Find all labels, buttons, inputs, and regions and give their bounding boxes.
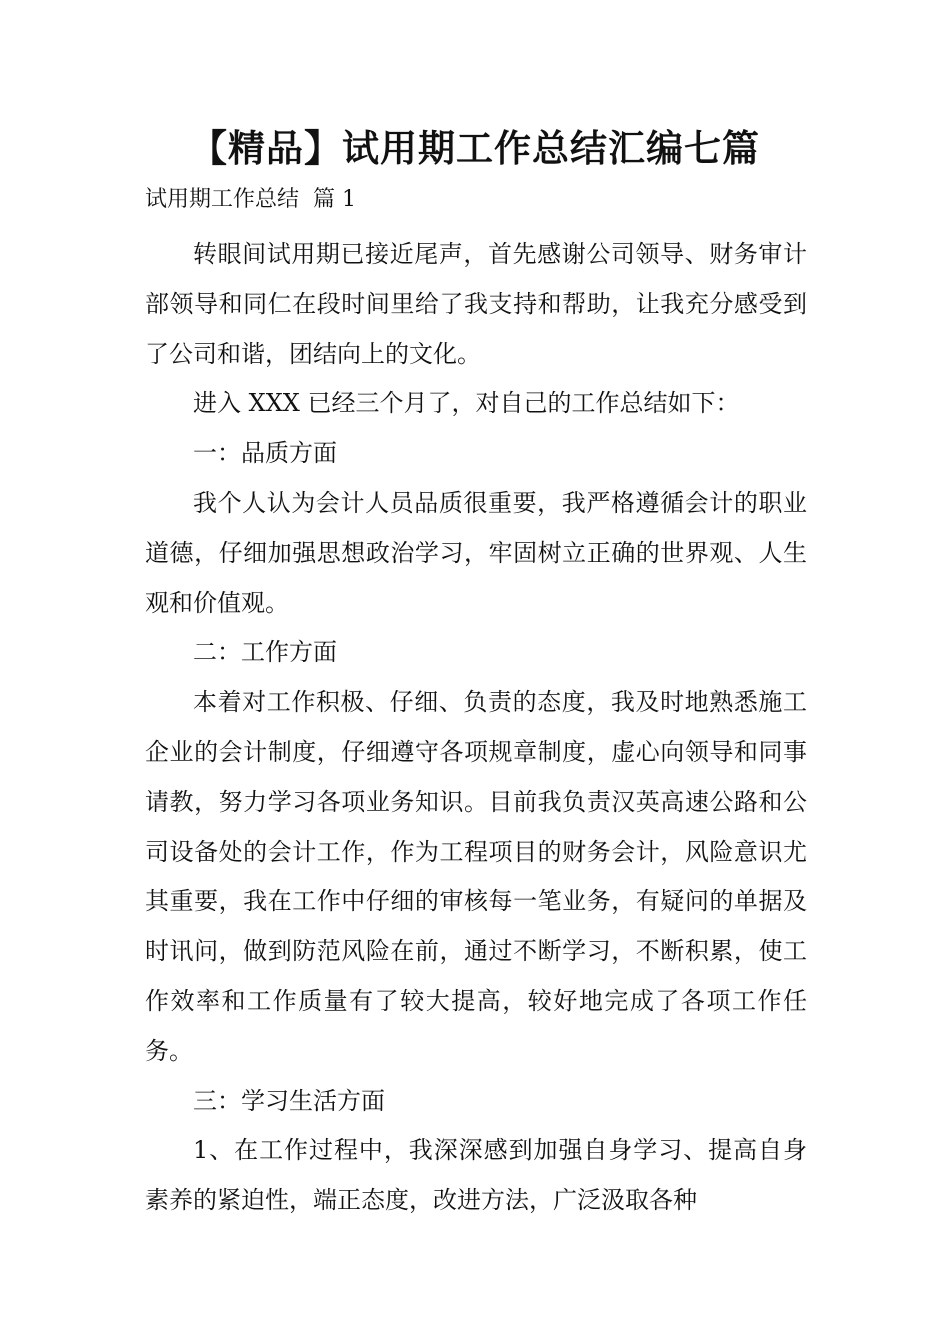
subheading-quality: 一：品质方面 (193, 439, 337, 468)
paragraph-study-life: 1、在工作过程中，我深深感到加强自身学习、提高自身素养的紧迫性，端正态度，改进方法，广泛汲取各种 (145, 1136, 807, 1215)
section-heading: 试用期工作总结 篇 1 (145, 187, 356, 212)
document-body (145, 230, 807, 1226)
paragraph-intro: 转眼间试用期已接近尾声，首先感谢公司领导、财务审计部领导和同仁在段时间里给了我支持和帮助，让我充分感受到了公司和谐，团结向上的文化。 (145, 240, 807, 368)
document-title: 【精品】试用期工作总结汇编七篇 (190, 127, 760, 170)
subheading-work: 二：工作方面 (193, 638, 337, 667)
paragraph-quality: 我个人认为会计人员品质很重要，我严格遵循会计的职业道德，仔细加强思想政治学习，牢固树立正确的世界观、人生观和价值观。 (145, 488, 807, 617)
subheading-study-life: 三：学习生活方面 (193, 1086, 385, 1115)
paragraph-overview: 进入 XXX 已经三个月了，对自己的工作总结如下： (193, 389, 740, 418)
paragraph-work: 本着对工作积极、仔细、负责的态度，我及时地熟悉施工企业的会计制度，仔细遵守各项规章制度，虚心向领导和同事请教，努力学习各项业务知识。目前我负责汉英高速公路和公司设备处的会计工作，作为工程项目的财务会计，风险意识尤其重要，我在工作中仔细的审核每一笔业务，有疑问的单据及时讯问，做到防范风险在前，通过不断学习，不断积累，使工作效率和工作质量有了较大提高，较好地完成了各项工作任务。 (145, 688, 807, 1065)
